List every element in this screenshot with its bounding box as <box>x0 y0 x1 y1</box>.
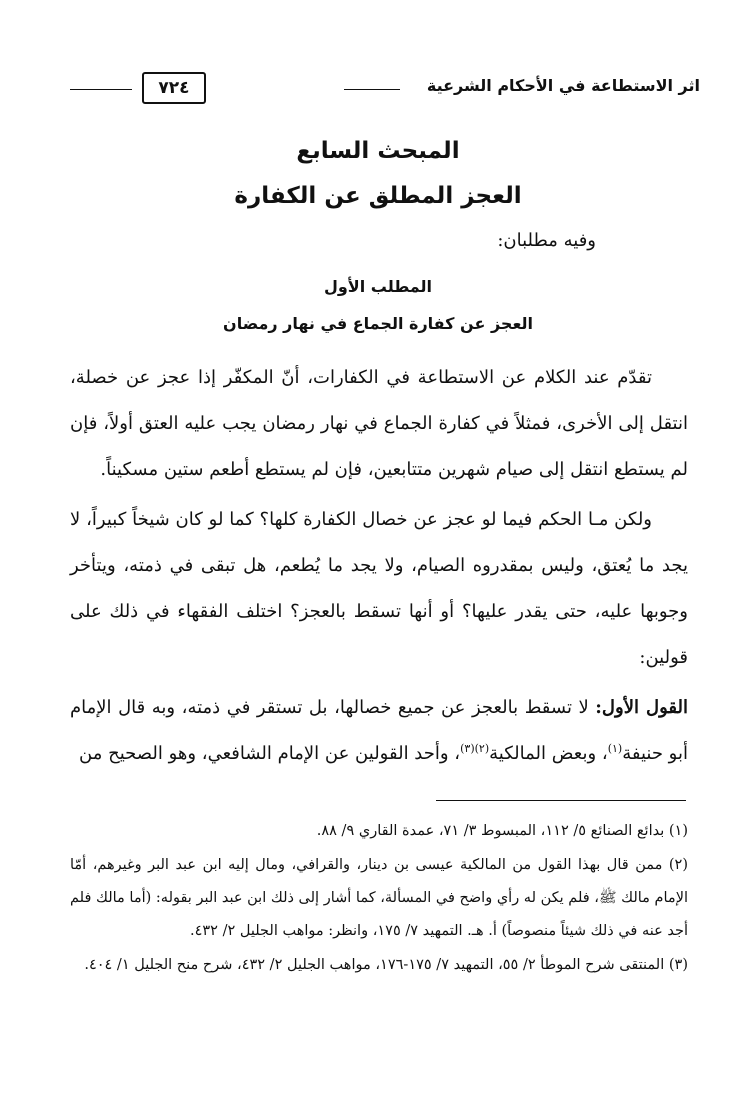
section-title: العجز المطلق عن الكفارة <box>234 183 522 209</box>
footnote: (١) بدائع الصنائع ٥/ ١١٢، المبسوط ٣/ ٧١، عمدة القاري ٩/ ٨٨. <box>316 823 688 839</box>
footnotes <box>70 815 688 983</box>
footnote: (٢) ممن قال بهذا القول من المالكية عيسى بن دينار، والقرافي، ومال إليه ابن عبد البر وغيرهم، أمّا الإمام مالك ﷺ، فلم يكن له رأي واضح في المسألة، كما أشار إلى ذلك ابن عبد البر بقوله: (أما مالك فلم أجد عنه في ذلك شيئاً منصوصاً) أ. هـ. التمهيد ٧/ ١٧٥، وانظر: مواهب الجليل ٢/ ٤٣٢. <box>70 857 688 939</box>
opinion-label: القول الأول: <box>595 697 689 718</box>
subsection-label: المطلب الأول <box>323 277 433 296</box>
footnote: (٣) المنتقى شرح الموطأ ٢/ ٥٥، التمهيد ٧/ ١٧٥-١٧٦، مواهب الجليل ٢/ ٤٣٢، شرح منح الجليل ١/ ٤٠٤. <box>84 957 688 973</box>
header-rule <box>344 89 400 90</box>
intro-line: وفيه مطلبان: <box>497 230 596 251</box>
header-rule <box>70 89 132 90</box>
page-number: ٧٢٤ <box>142 72 206 104</box>
main-text <box>70 355 688 781</box>
footnote-ref[interactable]: (٢)(٣) <box>460 742 490 755</box>
running-title: اثر الاستطاعة في الأحكام الشرعية <box>426 76 700 95</box>
footnote-ref[interactable]: (١) <box>607 742 623 755</box>
paragraph-text: لا تسقط بالعجز عن جميع خصالها، بل تستقر في ذمته، وبه قال الإمام أبو حنيفة <box>70 697 688 764</box>
paragraph: ولكن مـا الحكم فيما لو عجز عن خصال الكفارة كلها؟ كما لو كان شيخاً كبيراً، لا يجد ما يُعتق، وليس بمقدروه الصيام، ولا يجد ما يُطعم، هل تبقى في ذمته، ويتأخر وجوبها عليه، حتى يقدر عليها؟ أو أنها تسقط بالعجز؟ اختلف الفقهاء في ذلك على قولين: <box>70 509 688 668</box>
paragraph-text: ، وبعض المالكية <box>489 743 608 764</box>
paragraph-text: ، وأحد القولين عن الإمام الشافعي، وهو الصحيح من <box>79 743 461 764</box>
paragraph <box>70 685 688 777</box>
footnote-divider <box>436 800 686 801</box>
running-header <box>70 72 700 106</box>
paragraph: تقدّم عند الكلام عن الاستطاعة في الكفارات، أنّ المكفّر إذا عجز عن خصلة، انتقل إلى الأخرى، فمثلاً في كفارة الجماع في نهار رمضان يجب عليه العتق أولاً، فإن لم يستطع انتقل إلى صيام شهرين متتابعين، فإن لم يستطع أطعم ستين مسكيناً. <box>70 367 688 480</box>
chapter-title: المبحث السابع <box>296 138 460 164</box>
subsection-title: العجز عن كفارة الجماع في نهار رمضان <box>223 314 533 333</box>
